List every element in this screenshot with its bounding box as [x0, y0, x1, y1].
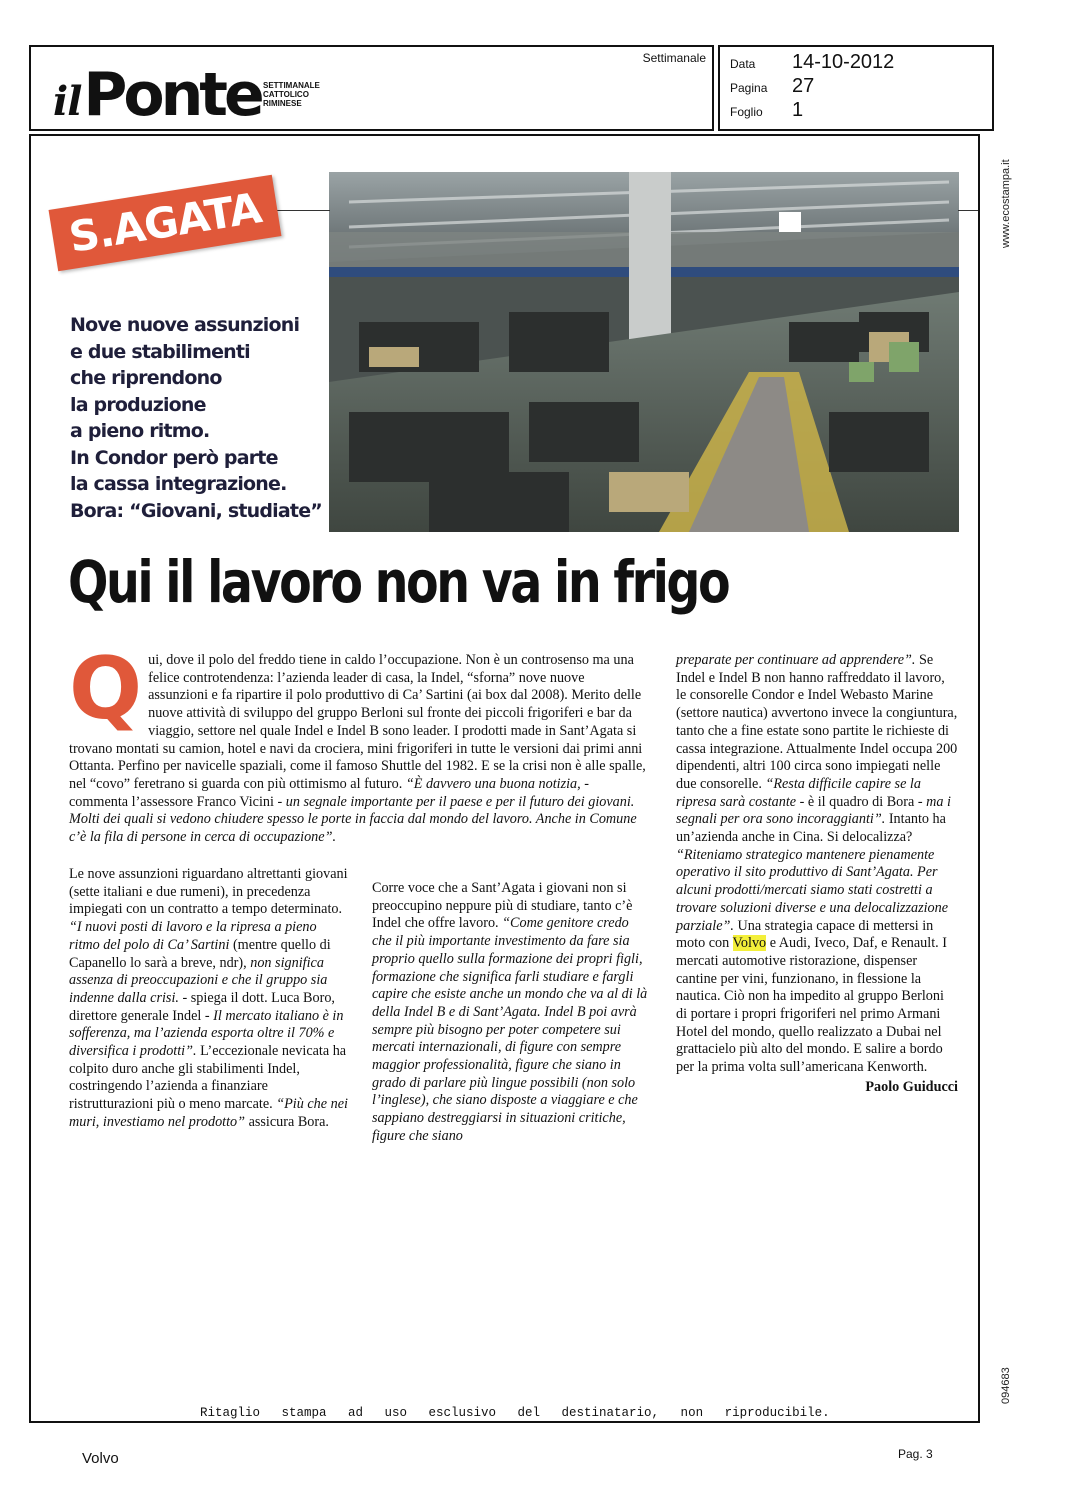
newspaper-logo: il Ponte [53, 60, 261, 130]
tag-connector-left [270, 210, 330, 211]
meta-sheet: Foglio 1 [730, 99, 804, 121]
article-deck: Nove nuove assunzioni e due stabilimenti che riprendono la produzione a pieno ritmo. In Condor però parte la cassa integrazione. Bora: “Giovani, studiate” [70, 314, 322, 522]
clipping-disclaimer: Ritaglio stampa ad uso esclusivo del destinatario, non riproducibile. [200, 1406, 830, 1420]
article-column-1: Le nove assunzioni riguardano altrettanti giovani (sette italiani e due rumeni), in precedenza impiegati con un contratto a tempo determinato. “I nuovi posti di lavoro e la ripresa a pieno ritmo del polo di Ca’ Sartini (mentre quello di Capanello lo sarà a breve, ndr), non significa assenza di preoccupazioni e che il gruppo sia indenne dalla crisi. - spiega il dott. Luca Boro, direttore generale Indel - Il mercato italiano è in sofferenza, ma l’azienda esporta oltre il 70% e diversifica i prodotti”. L’eccezionale nevicata ha colpito duro anche gli stabilimenti Indel, costringendo l’azienda a finanziare ristrutturazioni più o meno marcate. “Più che nei muri, investiamo nel prodotto” assicura Bora. [69, 866, 348, 1130]
meta-box [718, 45, 994, 131]
masthead-subtitle: SETTIMANALE CATTOLICO RIMINESE [263, 81, 320, 108]
headline: Qui il lavoro non va in frigo [68, 548, 729, 616]
factory-photo [329, 172, 959, 532]
website-vertical: www.ecostampa.it [1000, 159, 1012, 248]
keyword-highlight: Volvo [732, 935, 767, 952]
drop-cap: Q [69, 639, 143, 739]
article-column-3: preparate per continuare ad apprendere”. Se Indel e Indel B non hanno raffreddato il lavoro, le consorelle Condor e Indel Webasto Marine (settore nautica) avvertono invece la congiuntura, tanto che a fine estate sono partite le richieste di cassa integrazione. Attualmente Indel occupa 200 dipendenti, altri 100 circa sono impiegati nelle due consorelle. “Resta difficile capire se la ripresa sarà costante - è il quadro di Bora - ma i segnali per ora sono incoraggianti”. Intanto ha un’azienda anche in Cina. Si delocalizza? “Riteniamo strategico mantenere pienamente operativo il sito produttivo di Sant’Agata. Per alcuni prodotti/mercati siamo stati costretti a trovare soluzioni diverse e una delocalizzazione parziale”. Una strategia capace di mettersi in moto con Volvo e Audi, Iveco, Daf, e Renault. I mercati automotive ristorazione, dispenser cantine per vini, funzionano, in flessione la nautica. Ciò non ha impedito al gruppo Berloni di portare i propri frigoriferi nel primo Armani Hotel del mondo, quello realizzato a Dubai nel grattacielo più alto del mondo. E salire a bordo per la prima volta sull’americana Kenworth. Paolo Guiducci [676, 652, 958, 1095]
article-lead: Q ui, dove il polo del freddo tiene in caldo l’occupazione. Non è un controsenso ma una felice controtendenza: l’azienda leader di casa, la Indel, “sforna” nove nuove assunzioni e fa ripartire il polo produttivo di Ca’ Sartini (ai box dal 2008). Merito delle nuove attività di sviluppo del gruppo Berloni sul fronte dei piccoli frigoriferi e bar da viaggio, settore nel quale Indel e Indel B sono leader. I prodotti made in Sant’Agata si trovano montati su camion, hotel e navi da crociera, mini frigoriferi in tutte le versioni dai primi anni Ottanta. Perfino per navicelle spaziali, come il famoso Shuttle del 1982. E se la crisi non è alle spalle, nel “covo” feretrano si guarda con più ottimismo al futuro. “È davvero una buona notizia, - commenta l’assessore Franco Vicini - un segnale importante per il paese e per il futuro dei giovani. Molti dei quali si vedono chiudere spesso le porte in faccia dal mondo del lavoro. Anche in Comune c’è la fila di persone in cerca di occupazione”. [69, 639, 646, 846]
keyword-label: Volvo [82, 1450, 119, 1467]
clip-code-vertical: 094683 [1000, 1367, 1012, 1404]
meta-date: Data 14-10-2012 [730, 51, 895, 73]
page-number: Pag. 3 [898, 1447, 933, 1461]
meta-page: Pagina 27 [730, 75, 815, 97]
article-column-2: Corre voce che a Sant’Agata i giovani non si preoccupino neppure più di studiare, tanto c’è Indel che offre lavoro. “Come genitore credo che il più importante investimento da fare sia proprio quello sulla formazione dei propri figli, formazione che significa farli studiare e fargli capire che esiste anche un mondo che va al di là della Indel B e di Sant’Agata. Indel B poi avrà sempre più bisogno per poter competere sui mercati internazionali, di figure con sempre maggior professionalità, figure che siano in grado di parlare più lingue possibili (non solo l’inglese), che siano disposte a viaggiare e che sappiano destreggiarsi in situazioni critiche, figure che siano [372, 880, 648, 1144]
masthead-box [29, 45, 714, 131]
section-tag: S.AGATA [49, 175, 282, 272]
author-byline: Paolo Guiducci [865, 1078, 958, 1095]
frequency-label: Settimanale [642, 51, 706, 65]
tag-connector-right [958, 210, 978, 211]
